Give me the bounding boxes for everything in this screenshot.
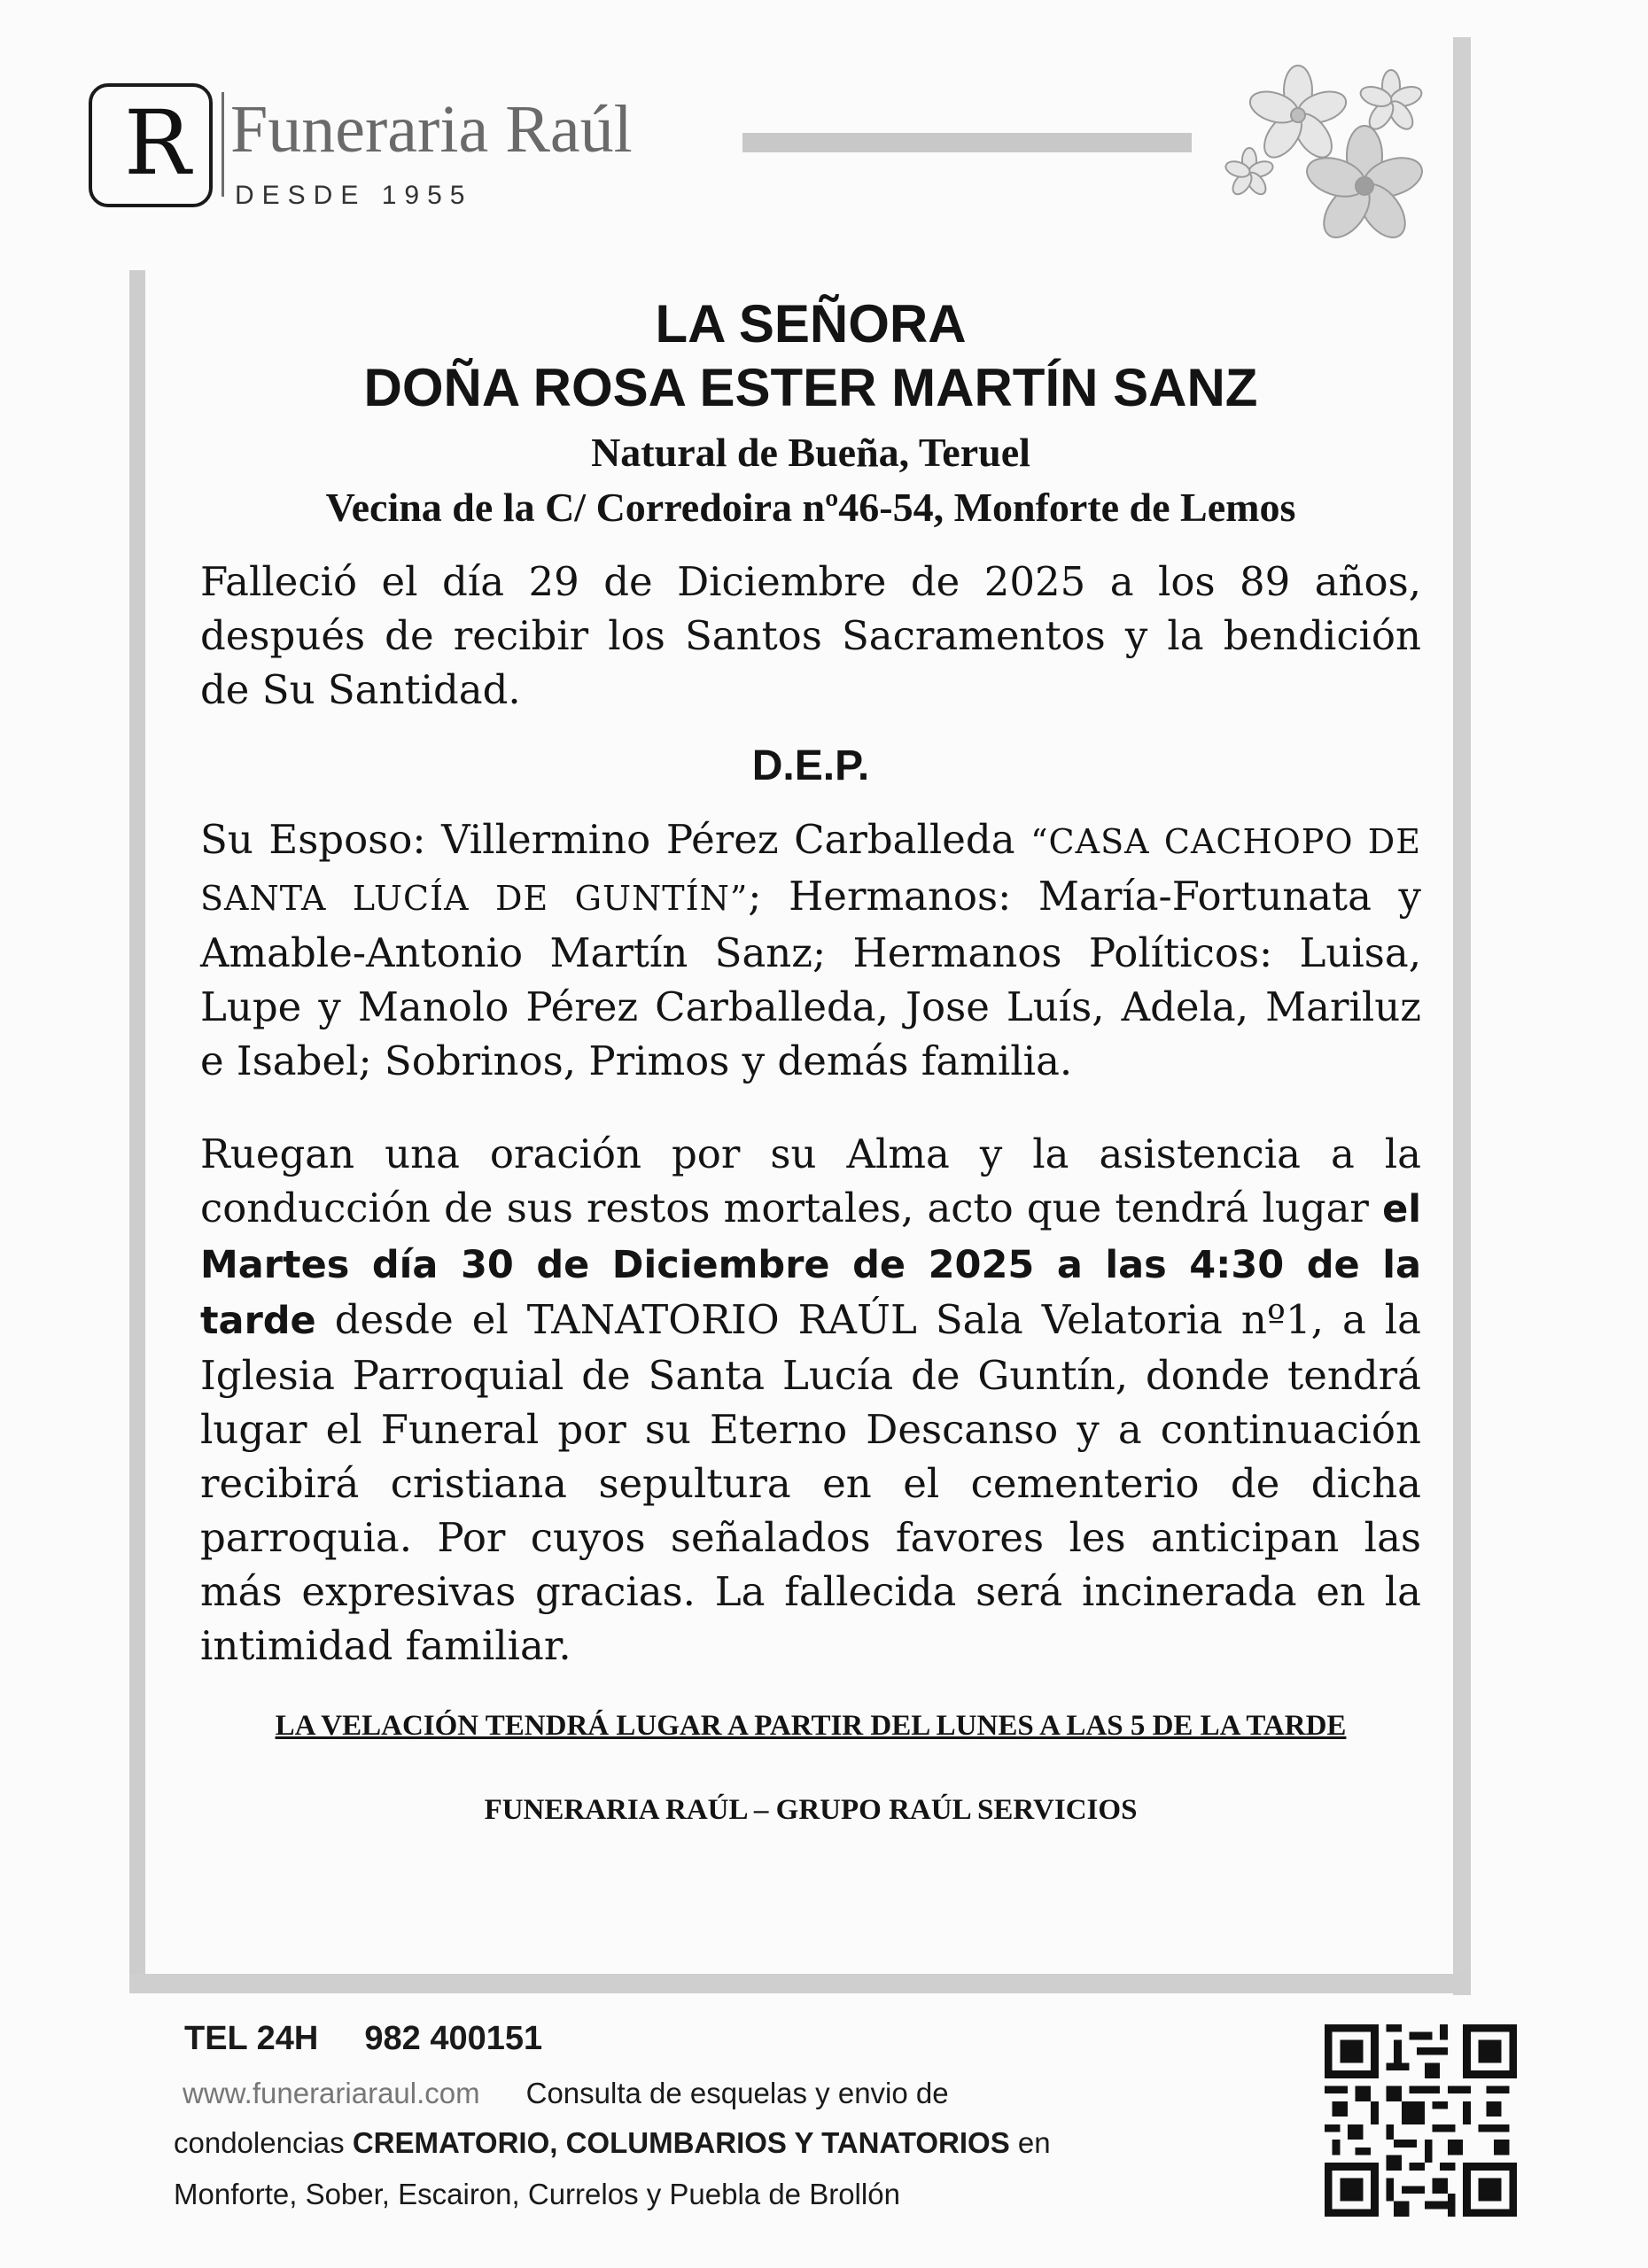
logo-since: DESDE 1955 [235, 181, 473, 210]
ceremony-details [200, 1127, 1421, 1673]
family-relatives: ; Hermanos: María-Fortunata y Amable-Antonio Martín Sanz; Hermanos Políticos: Luisa, Lupe y Manolo Pérez Carballeda, Jose Luís, Adela, Mariluz e Isabel; Sobrinos, Primos y demás familia. [200, 873, 1421, 1084]
website-link[interactable]: www.funerariaraul.com [183, 2077, 480, 2109]
deceased-name: DOÑA ROSA ESTER MARTÍN SANZ [363, 358, 1258, 417]
death-announcement: Falleció el día 29 de Diciembre de 2025 a los 89 años, después de recibir los Santos Sacramentos y la bendición de Su Santidad. [200, 558, 1421, 713]
phone-row [184, 2020, 588, 2058]
title-honorific: LA SEÑORA [655, 294, 967, 353]
logo-monogram-box [89, 83, 213, 207]
ceremony-rest: desde el TANATORIO RAÚL Sala Velatoria nº1, a la Iglesia Parroquial de Santa Lucía de Guntín, donde tendrá lugar el Funeral por su Eterno Descanso y a continuación recibirá cristiana sepultura en el cementerio de dicha parroquia. Por cuyos señalados favores les anticipan las más expresivas gracias. La fallecida será incinerada en la intimidad familiar. [200, 1296, 1421, 1669]
services-suffix: en [1009, 2126, 1051, 2159]
services-list: CREMATORIO, COLUMBARIOS Y TANATORIOS [352, 2126, 1010, 2159]
flower-decoration-icon [1214, 53, 1444, 284]
phone-number[interactable]: 982 400151 [364, 2020, 543, 2057]
website-row [183, 2077, 949, 2110]
dep-heading: D.E.P. [751, 742, 870, 789]
birthplace: Natural de Bueña, Teruel [591, 430, 1030, 475]
organization-footer: FUNERARIA RAÚL – GRUPO RAÚL SERVICIOS [484, 1794, 1138, 1826]
qr-code-icon[interactable] [1325, 2024, 1517, 2217]
logo-separator [222, 92, 224, 197]
frame-bottom-line [129, 1974, 1471, 1993]
family-list [200, 812, 1421, 1088]
condolences-text: Consulta de esquelas y envio de [525, 2077, 949, 2109]
phone-label: TEL 24H [184, 2020, 319, 2057]
residence: Vecina de la C/ Corredoira nº46-54, Monforte de Lemos [325, 485, 1296, 530]
ceremony-intro: Ruegan una oración por su Alma y la asistencia a la conducción de sus restos mortales, acto que tendrá lugar [200, 1130, 1421, 1231]
family-house-name: “CASA CACHOPO DE SANTA LUCÍA DE GUNTÍN” [200, 822, 1422, 918]
family-spouse: Su Esposo: Villermino Pérez Carballeda [200, 816, 1031, 863]
obituary-body [200, 292, 1421, 1827]
services-prefix: condolencias [174, 2126, 353, 2159]
frame-left-line [129, 270, 145, 1989]
logo-monogram-letter: R [124, 91, 191, 195]
ceremony-datetime: el Martes día 30 de Diciembre de 2025 a las 4:30 de la tarde [200, 1187, 1421, 1343]
frame-top-line [742, 133, 1192, 152]
logo-name: Funeraria Raúl [230, 92, 633, 167]
locations-row: Monforte, Sober, Escairon, Currelos y Puebla de Brollón [174, 2178, 900, 2210]
services-row [174, 2126, 1051, 2160]
frame-right-line [1453, 37, 1471, 1995]
wake-notice: LA VELACIÓN TENDRÁ LUGAR A PARTIR DEL LUNES A LAS 5 DE LA TARDE [275, 1710, 1347, 1742]
